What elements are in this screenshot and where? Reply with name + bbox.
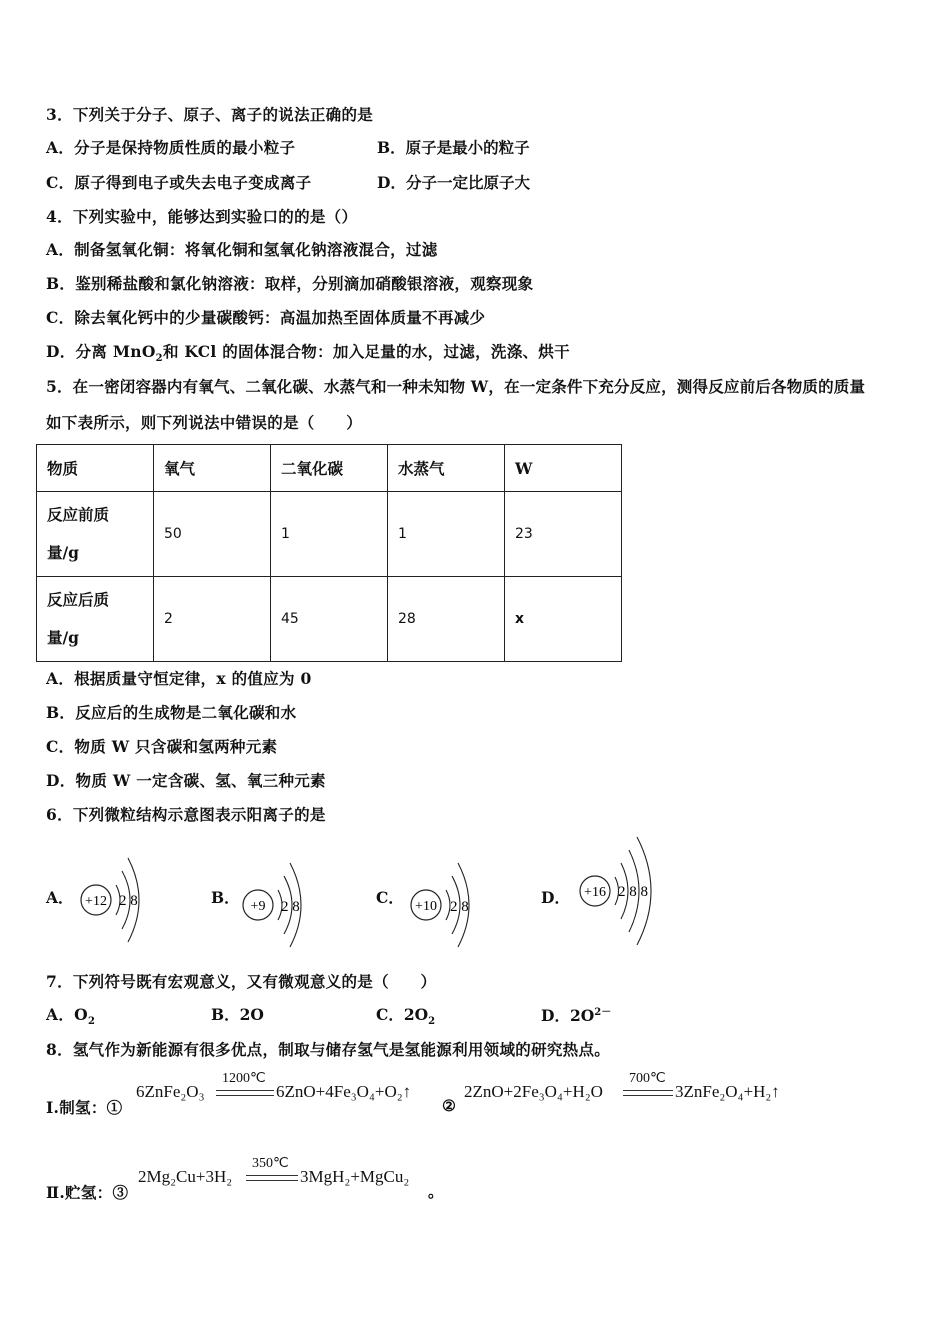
q6-option-d-atom-diagram[interactable] — [573, 835, 673, 945]
equation-1-products: 6ZnO+4Fe₃O₄+O₂↑ — [276, 1082, 412, 1101]
q7-option-d-text: D．2O — [541, 1006, 595, 1026]
q7-option-c[interactable] — [376, 1003, 435, 1027]
equation-3-end: 。 — [428, 1182, 444, 1201]
nucleus-charge: +9 — [250, 899, 266, 914]
equation-1-condition: 1200℃ — [222, 1071, 266, 1086]
q4-option-d[interactable] — [46, 340, 570, 364]
electron-shells: 2 8 — [119, 893, 138, 909]
q7-option-d-sup: 2－ — [594, 1007, 612, 1018]
table-header-cell: 水蒸气 — [388, 445, 505, 492]
q3-option-a[interactable]: A．分子是保持物质性质的最小粒子 — [46, 138, 296, 157]
equation-2-equals-sign — [623, 1090, 673, 1096]
nucleus-charge: +10 — [415, 899, 437, 914]
equation-1-reactants: 6ZnFe₂O₃ — [136, 1082, 205, 1101]
equation-2-condition: 700℃ — [629, 1071, 666, 1086]
table-header-cell: 二氧化碳 — [271, 445, 388, 492]
table-cell: 1 — [271, 492, 388, 577]
q3-option-d[interactable]: D．分子一定比原子大 — [377, 173, 530, 192]
q4-option-a[interactable]: A．制备氢氧化铜：将氧化铜和氢氧化钠溶液混合，过滤 — [46, 240, 438, 259]
q4-option-d-sub: 2 — [155, 353, 163, 365]
equation-1-equals-sign — [216, 1090, 274, 1096]
q4-stem: 4．下列实验中，能够达到实验口的的是（） — [46, 207, 358, 226]
row-label-line2: 量/g — [47, 628, 79, 647]
q3-stem: 3．下列关于分子、原子、离子的说法正确的是 — [46, 105, 374, 124]
q7-option-a[interactable] — [46, 1003, 95, 1027]
electron-shells: 2 8 — [450, 899, 469, 915]
equation-3-condition: 350℃ — [252, 1156, 289, 1171]
q3-option-c[interactable]: C．原子得到电子或失去电子变成离子 — [46, 173, 312, 192]
electron-shells: 2 8 — [281, 899, 300, 915]
table-cell: x — [505, 577, 622, 662]
q5-stem-line2: 如下表所示，则下列说法中错误的是（ ） — [46, 413, 363, 432]
q4-option-d-prefix: D．分离 MnO — [46, 342, 156, 361]
table-header-cell: 氧气 — [154, 445, 271, 492]
q6-option-a-label[interactable]: A． — [46, 888, 74, 907]
table-cell: 28 — [388, 577, 505, 662]
electron-shells: 2 8 8 — [618, 884, 648, 900]
q6-option-d-label[interactable]: D． — [541, 888, 570, 907]
q5-option-a[interactable]: A．根据质量守恒定律，x 的值应为 0 — [46, 669, 312, 688]
table-cell: 45 — [271, 577, 388, 662]
q6-option-a-atom-diagram[interactable] — [74, 855, 164, 945]
table-header-cell: W — [505, 445, 622, 492]
table-row — [37, 577, 622, 662]
q8-part2-label: Ⅱ.贮氢：③ — [46, 1183, 129, 1202]
q7-option-c-text: C．2O — [376, 1005, 429, 1024]
nucleus-charge: +12 — [85, 894, 107, 909]
q5-stem-line1: 5．在一密闭容器内有氧气、二氧化碳、水蒸气和一种未知物 W，在一定条件下充分反应，测得反应前后各物质的质量 — [46, 377, 866, 396]
equation-3-products: 3MgH₂+MgCu₂ — [300, 1167, 410, 1186]
q6-option-c-atom-diagram[interactable] — [404, 858, 494, 948]
q7-option-c-sub: 2 — [428, 1016, 436, 1028]
q7-stem: 7．下列符号既有宏观意义，又有微观意义的是（ ） — [46, 972, 437, 991]
q8-part1-label-2: ② — [442, 1096, 457, 1115]
row-label-line2: 量/g — [47, 543, 79, 562]
q3-option-b[interactable]: B．原子是最小的粒子 — [377, 138, 530, 157]
equation-3-equals-sign — [246, 1175, 298, 1181]
table-row-label — [37, 492, 154, 577]
q6-option-b-atom-diagram[interactable] — [238, 858, 328, 948]
q8-part1-label: Ⅰ.制氢：① — [46, 1098, 123, 1117]
q5-mass-table — [36, 444, 622, 662]
q4-option-b[interactable]: B．鉴别稀盐酸和氯化钠溶液：取样，分别滴加硝酸银溶液，观察现象 — [46, 274, 534, 293]
q5-option-c[interactable]: C．物质 W 只含碳和氢两种元素 — [46, 737, 278, 756]
q5-option-d[interactable]: D．物质 W 一定含碳、氢、氧三种元素 — [46, 771, 326, 790]
table-header-row — [37, 445, 622, 492]
q7-option-a-text: A．O — [46, 1005, 88, 1024]
equation-2-products: 3ZnFe₂O₄+H₂↑ — [675, 1082, 780, 1101]
row-label-line1: 反应前质 — [47, 505, 110, 524]
q6-option-c-label[interactable]: C． — [376, 888, 404, 907]
q7-option-a-sub: 2 — [87, 1016, 96, 1028]
row-label-line1: 反应后质 — [47, 590, 110, 609]
table-cell: 50 — [154, 492, 271, 577]
table-header-cell: 物质 — [37, 445, 154, 492]
nucleus-charge: +16 — [584, 885, 606, 900]
q4-option-d-suffix: 和 KCl 的固体混合物：加入足量的水，过滤，洗涤、烘干 — [162, 342, 570, 361]
q8-stem: 8．氢气作为新能源有很多优点，制取与储存氢气是氢能源利用领域的研究热点。 — [46, 1040, 611, 1059]
table-cell: 1 — [388, 492, 505, 577]
equation-3-reactants: 2Mg₂Cu+3H₂ — [138, 1167, 233, 1186]
table-row-label — [37, 577, 154, 662]
q6-stem: 6．下列微粒结构示意图表示阳离子的是 — [46, 805, 326, 824]
q5-option-b[interactable]: B．反应后的生成物是二氧化碳和水 — [46, 703, 297, 722]
q4-option-c[interactable]: C．除去氧化钙中的少量碳酸钙：高温加热至固体质量不再减少 — [46, 308, 486, 327]
q7-option-d[interactable] — [541, 1003, 611, 1026]
table-cell: 23 — [505, 492, 622, 577]
q7-option-b[interactable]: B．2O — [211, 1005, 264, 1024]
q6-option-b-label[interactable]: B． — [211, 888, 240, 907]
equation-2-reactants: 2ZnO+2Fe₃O₄+H₂O — [464, 1082, 603, 1101]
table-row — [37, 492, 622, 577]
table-cell: 2 — [154, 577, 271, 662]
